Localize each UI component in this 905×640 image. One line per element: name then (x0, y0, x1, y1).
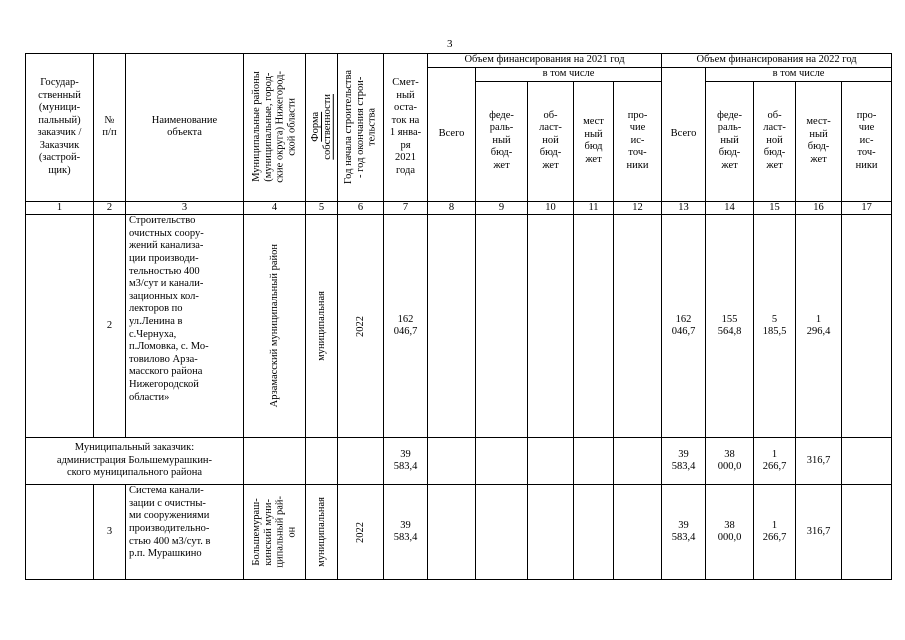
cell-federal-2022: 38 000,0 (706, 438, 754, 485)
cell-balance: 162 046,7 (384, 215, 428, 438)
cell-federal-2021 (476, 215, 528, 438)
header-total-2022: Всего (662, 67, 706, 201)
cell-balance: 39 583,4 (384, 438, 428, 485)
column-number: 14 (706, 201, 754, 215)
cell-years (338, 438, 384, 485)
cell-regional-2021 (528, 485, 574, 580)
header-other-2022: про- чие ис- точ- ники (842, 81, 892, 201)
cell-total-2022: 39 583,4 (662, 485, 706, 580)
column-number: 4 (244, 201, 306, 215)
cell-other-2022 (842, 438, 892, 485)
cell-number: 3 (94, 485, 126, 580)
cell-other-2022 (842, 485, 892, 580)
cell-other-2021 (614, 438, 662, 485)
header-federal-2022: феде- раль- ный бюд- жет (706, 81, 754, 201)
cell-federal-2022: 155 564,8 (706, 215, 754, 438)
column-number: 15 (754, 201, 796, 215)
cell-local-2022: 316,7 (796, 438, 842, 485)
header-local-2021: мест ный бюд жет (574, 81, 614, 201)
cell-other-2021 (614, 215, 662, 438)
header-other-2021: про- чие ис- точ- ники (614, 81, 662, 201)
cell-total-2021 (428, 438, 476, 485)
cell-regional-2022: 5 185,5 (754, 215, 796, 438)
table-row (26, 215, 892, 438)
header-years: Год начала строительства - год окончания строи- тельства (338, 54, 384, 202)
cell-total-2021 (428, 215, 476, 438)
header-number: № п/п (94, 54, 126, 202)
cell-local-2022: 316,7 (796, 485, 842, 580)
header-total-2021: Всего (428, 67, 476, 201)
cell-ownership (306, 438, 338, 485)
column-number: 9 (476, 201, 528, 215)
financing-table (25, 53, 892, 580)
column-number: 8 (428, 201, 476, 215)
column-number: 11 (574, 201, 614, 215)
cell-customer (26, 485, 94, 580)
cell-regional-2022: 1 266,7 (754, 485, 796, 580)
cell-ownership: муниципальная (306, 215, 338, 438)
header-sub-2022: в том числе (706, 67, 892, 81)
header-regional-2022: об- ласт- ной бюд- жет (754, 81, 796, 201)
cell-total-2022: 39 583,4 (662, 438, 706, 485)
column-number: 2 (94, 201, 126, 215)
column-numbers-row (26, 201, 892, 215)
cell-district: Большемураш- кинский муни- ципальный рай- он (244, 485, 306, 580)
header-customer: Государ- ственный (муници- пальный) заказчик / Заказчик (застрой- щик) (26, 54, 94, 202)
header-districts: Муниципальные районы (муниципальные, город- ские округа) Нижегород- ской области (244, 54, 306, 202)
cell-years: 2022 (338, 215, 384, 438)
cell-number: 2 (94, 215, 126, 438)
cell-regional-2021 (528, 438, 574, 485)
column-number: 7 (384, 201, 428, 215)
column-number: 5 (306, 201, 338, 215)
header-group-2022: Объем финансирования на 2022 год (662, 54, 892, 68)
cell-object-name: Строительство очистных соору- жений канализа- ции производи- тельностью 400 м3/сут и канали- зационных кол- лекторов по ул.Ленина в с.Чернуха, п.Ломовка, с. Мо- товилово Арза- масского района Нижегородской области» (126, 215, 244, 438)
column-number: 17 (842, 201, 892, 215)
column-number: 13 (662, 201, 706, 215)
cell-other-2022 (842, 215, 892, 438)
header-ownership: Форма собственности (306, 54, 338, 202)
cell-local-2022: 1 296,4 (796, 215, 842, 438)
header-federal-2021: феде- раль- ный бюд- жет (476, 81, 528, 201)
cell-regional-2022: 1 266,7 (754, 438, 796, 485)
cell-federal-2022: 38 000,0 (706, 485, 754, 580)
cell-years: 2022 (338, 485, 384, 580)
column-number: 6 (338, 201, 384, 215)
column-number: 12 (614, 201, 662, 215)
column-number: 10 (528, 201, 574, 215)
cell-federal-2021 (476, 438, 528, 485)
header-balance: Смет- ный остa- ток на 1 янва- ря 2021 года (384, 54, 428, 202)
cell-district: Арзамасский муниципальный район (244, 215, 306, 438)
table-row (26, 485, 892, 580)
cell-total-2021 (428, 485, 476, 580)
cell-ownership: муниципальная (306, 485, 338, 580)
cell-customer (26, 215, 94, 438)
cell-local-2021 (574, 438, 614, 485)
cell-object-name: Система канали- зации с очистны- ми сооружениями производительно- стью 400 м3/сут. в р.п. Мурашкино (126, 485, 244, 580)
header-object-name: Наименование объекта (126, 54, 244, 202)
column-number: 3 (126, 201, 244, 215)
cell-balance: 39 583,4 (384, 485, 428, 580)
cell-municipal-customer: Муниципальный заказчик: администрация Большемурашкин- ского муниципального района (26, 438, 244, 485)
cell-total-2022: 162 046,7 (662, 215, 706, 438)
cell-federal-2021 (476, 485, 528, 580)
column-number: 16 (796, 201, 842, 215)
cell-regional-2021 (528, 215, 574, 438)
header-regional-2021: об- ласт- ной бюд- жет (528, 81, 574, 201)
cell-local-2021 (574, 485, 614, 580)
header-sub-2021: в том числе (476, 67, 662, 81)
cell-other-2021 (614, 485, 662, 580)
header-group-2021: Объем финансирования на 2021 год (428, 54, 662, 68)
header-local-2022: мест- ный бюд- жет (796, 81, 842, 201)
cell-district (244, 438, 306, 485)
page-number: 3 (447, 38, 453, 50)
cell-local-2021 (574, 215, 614, 438)
customer-row (26, 438, 892, 485)
column-number: 1 (26, 201, 94, 215)
